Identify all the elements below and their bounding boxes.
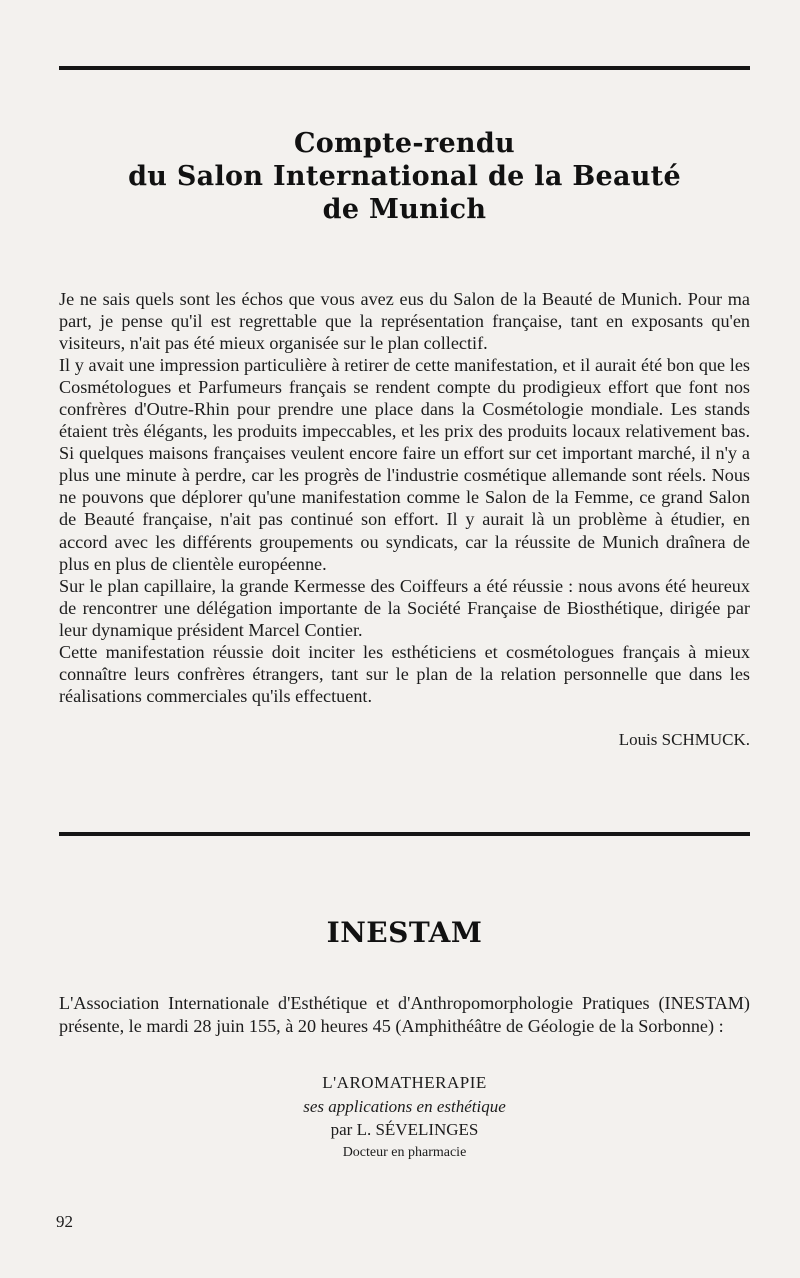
article-paragraph-4: Cette manifestation réussie doit inciter les esthéticiens et cosmétologues français à mieux connaître leurs confrères étrangers, tant sur le plan de la relation personnelle que dans les réalisations commerciales qu'ils effectuent. [59, 641, 750, 706]
article-paragraph-3: Sur le plan capillaire, la grande Kermesse des Coiffeurs a été réussie : nous avons été heureux de rencontrer une délégation importante de la Société Française de Biosthétique, dirigée par leur dynamique président Marcel Contier. [59, 575, 750, 640]
lecturer-title: Docteur en pharmacie [342, 1145, 467, 1160]
lecture-title: L'AROMATHERAPIE [322, 1073, 487, 1092]
article-signature: Louis SCHMUCK. [618, 730, 750, 749]
title-line-2: du Salon International de la Beauté [128, 161, 681, 192]
section-divider [59, 832, 750, 836]
article-title [59, 127, 750, 226]
article-body [59, 288, 750, 707]
article-paragraph-2: Il y avait une impression particulière à retirer de cette manifestation, et il aurait été bon que les Cosmétologues et Parfumeurs français se rendent compte du prodigieux effort que font nos confrères d'Outre-Rhin pour prendre une place dans la Cosmétologie mondiale. Les stands étaient très élégants, les produits impeccables, et les prix des produits locaux relativement bas. Si quelques maisons françaises veulent encore faire un effort sur cet important marché, il n'y a plus une minute à perdre, car les progrès de l'industrie cosmétique allemande sont réels. Nous ne pouvons que déplorer qu'une manifestation comme le Salon de la Femme, ce grand Salon de Beauté française, n'ait pas continué son effort. Il y aurait là un problème à étudier, en accord avec les différents groupements ou syndicats, car la réussite de Munich draînera de plus en plus de clientèle européenne. [59, 355, 750, 574]
title-line-3: de Munich [322, 194, 487, 225]
page-number: 92 [56, 1212, 73, 1231]
title-line-1: Compte-rendu [294, 128, 515, 159]
inestam-announcement [59, 992, 750, 1037]
lecturer-name: par L. SÉVELINGES [330, 1120, 479, 1139]
announcement-text: L'Association Internationale d'Esthétique et d'Anthropomorphologie Pratiques (INESTAM) présente, le mardi 28 juin 155, à 20 heures 45 (Amphithéâtre de Géologie de la Sorbonne) : [59, 993, 750, 1036]
top-divider [59, 66, 750, 70]
article-paragraph-1: Je ne sais quels sont les échos que vous avez eus du Salon de la Beauté de Munich. Pour ma part, je pense qu'il est regrettable que la représentation française, tant en exposants qu'en visiteurs, n'ait pas été mieux organisée sur le plan collectif. [59, 289, 750, 354]
lecture-subtitle: ses applications en esthétique [303, 1097, 506, 1116]
inestam-heading: INESTAM [326, 916, 483, 949]
